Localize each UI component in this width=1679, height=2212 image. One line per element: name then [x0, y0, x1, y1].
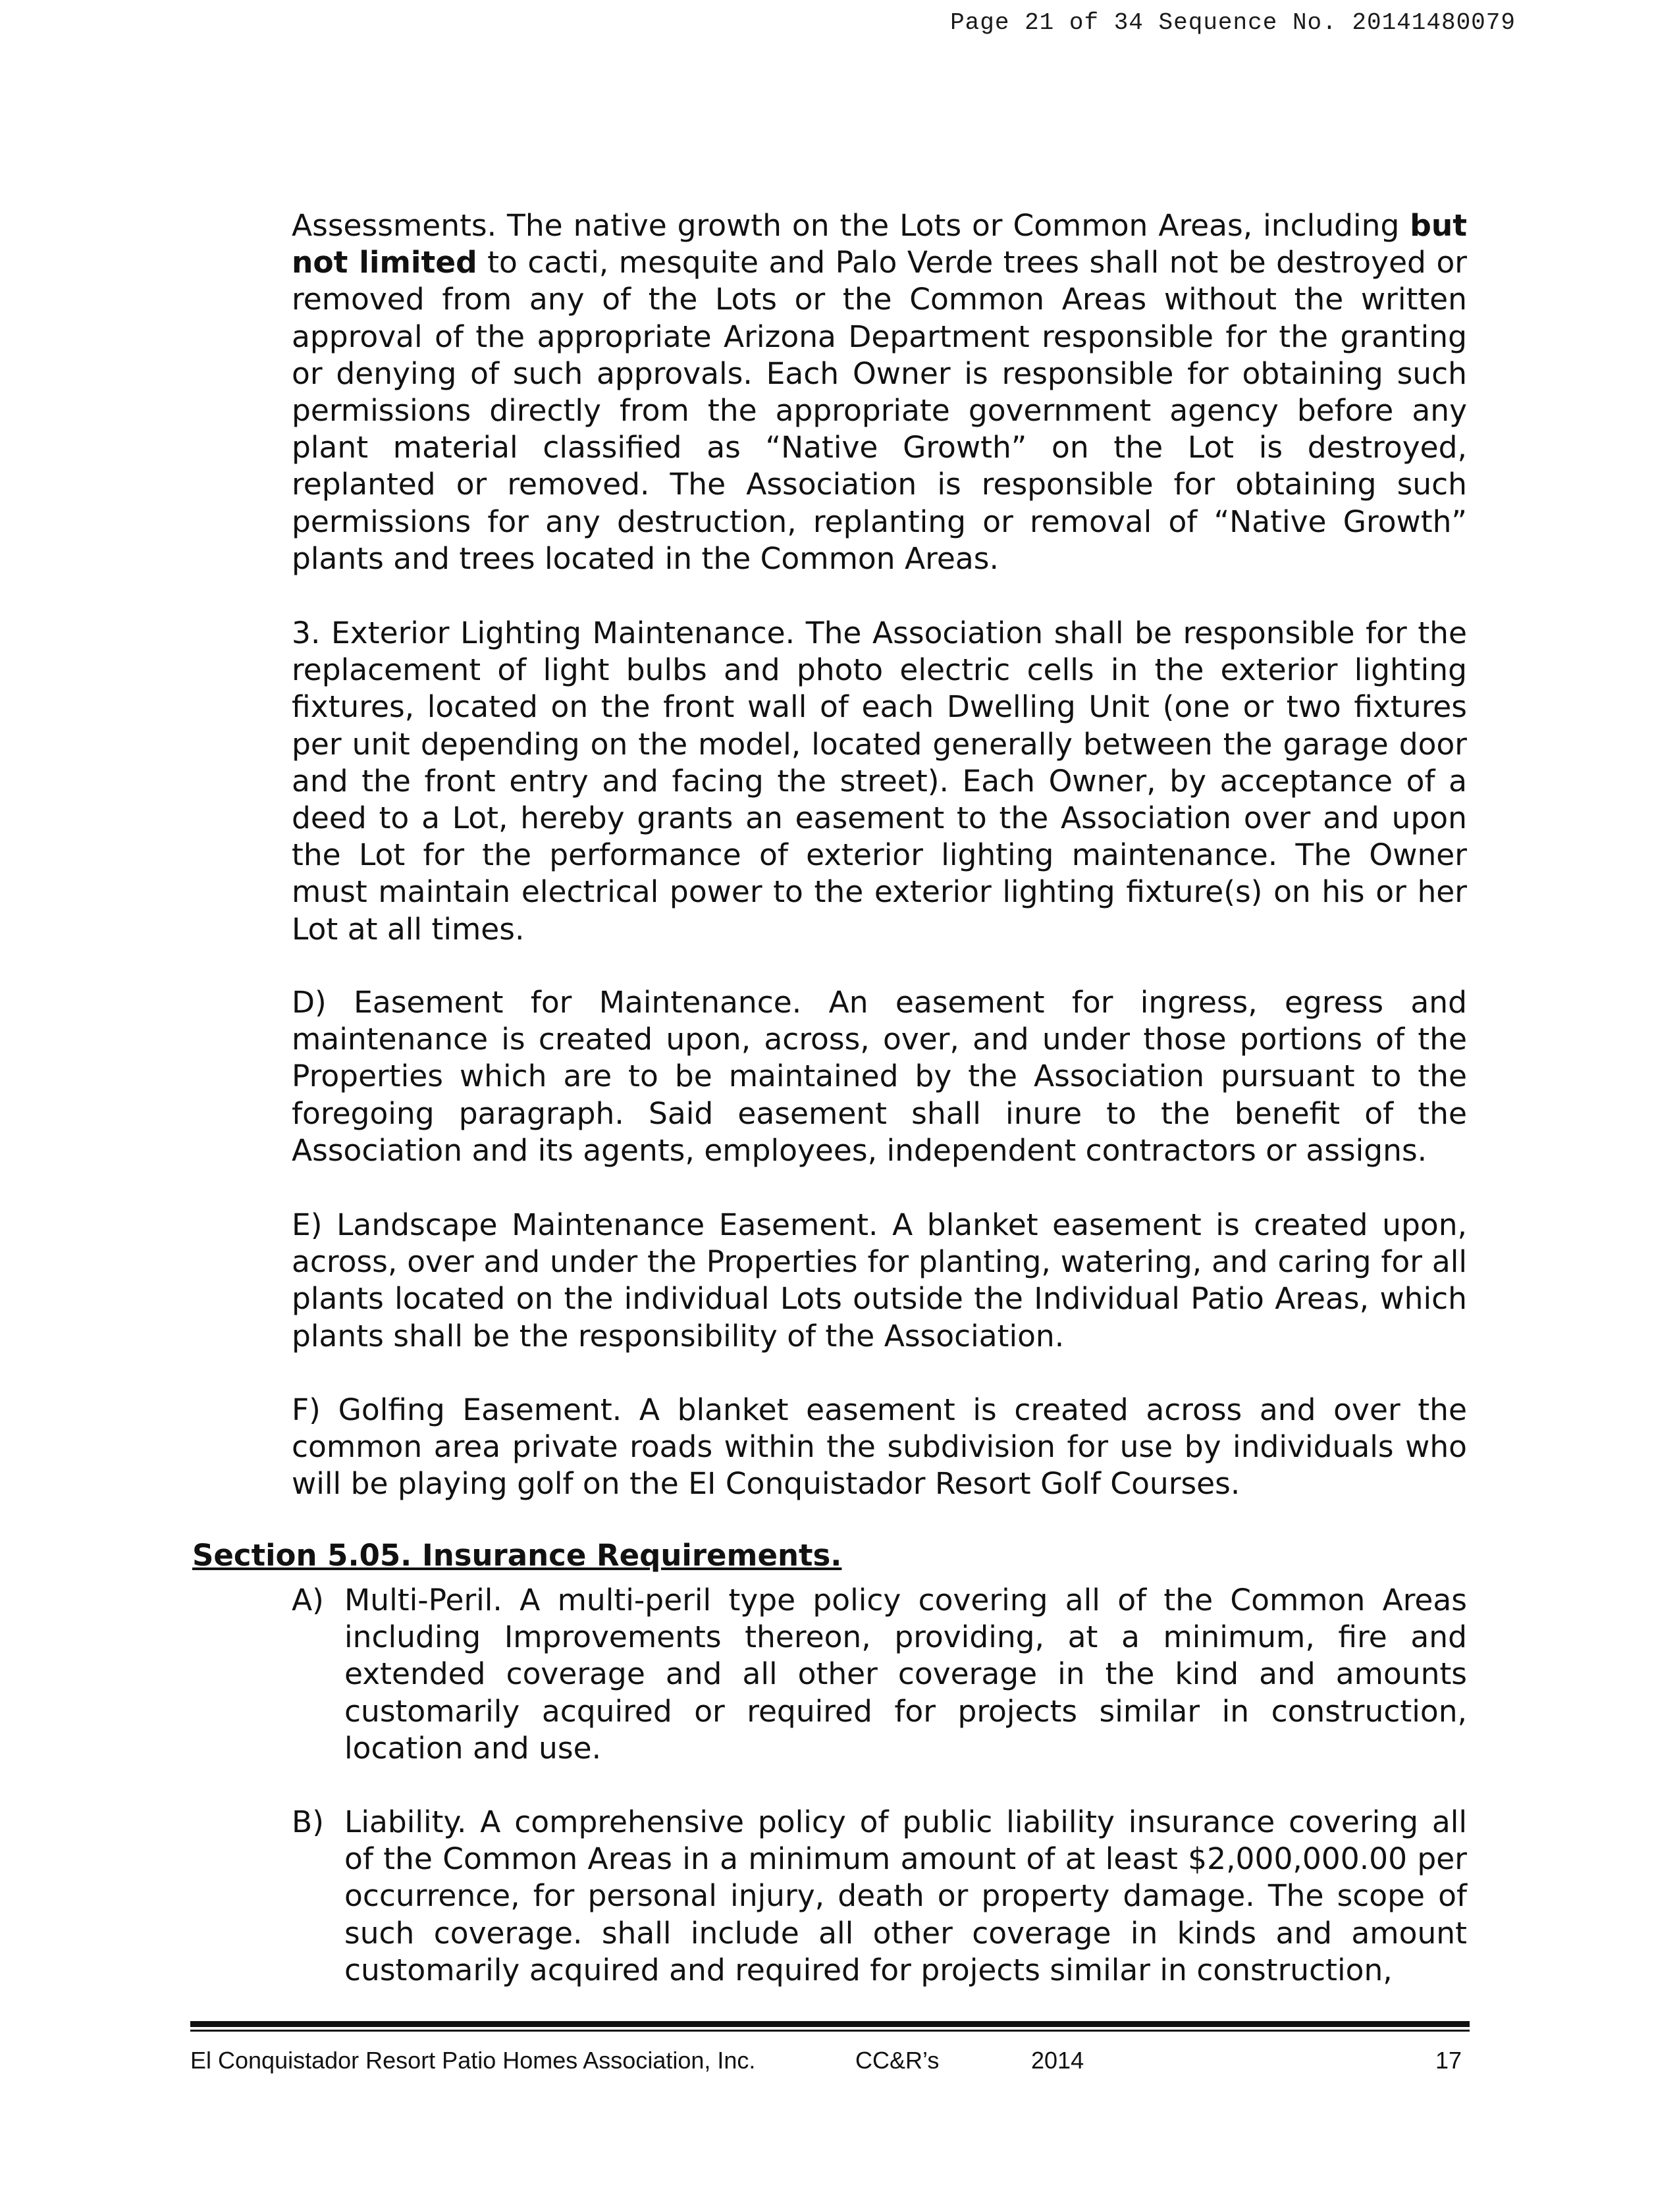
- list-item-text: Multi-Peril. A multi-peril type policy covering all of the Common Areas including Improvements thereon, providing, at a minimum, fire and extended coverage and all other coverage in the kind and amounts customarily acquired or required for projects similar in construction, location and use.: [344, 1583, 1467, 1766]
- paragraph-easement-maintenance: D) Easement for Maintenance. An easement for ingress, egress and maintenance is created upon, across, over, and under those portions of the Properties which are to be maintained by the Association pursuant to the foregoing paragraph. Said easement shall inure to the benefit of the Association and its agents, employees, independent contractors or assigns.: [292, 985, 1467, 1168]
- footer-organization: El Conquistador Resort Patio Homes Association, Inc.: [190, 2047, 756, 2074]
- paragraph-golfing-easement: F) Golfing Easement. A blanket easement is created across and over the common area private roads within the subdivision for use by individuals who will be playing golf on the EI Conquistador Resort Golf Courses.: [292, 1392, 1467, 1502]
- paragraph-exterior-lighting: 3. Exterior Lighting Maintenance. The Association shall be responsible for the replacement of light bulbs and photo electric cells in the exterior lighting fixtures, located on the front wall of each Dwelling Unit (one or two fixtures per unit depending on the model, located generally between the garage door and the front entry and facing the street). Each Owner, by acceptance of a deed to a Lot, hereby grants an easement to the Association over and upon the Lot for the performance of exterior lighting maintenance. The Owner must maintain electrical power to the exterior lighting fixture(s) on his or her Lot at all times.: [292, 616, 1467, 947]
- page-footer: [190, 2044, 1470, 2077]
- list-marker: B): [292, 1804, 324, 1839]
- page-sequence-header: Page 21 of 34 Sequence No. 20141480079: [950, 9, 1516, 36]
- list-item-multi-peril: [292, 1582, 1467, 1767]
- footer-document-title: CC&R’s: [855, 2047, 940, 2074]
- paragraph-native-growth: [292, 207, 1467, 577]
- list-marker: A): [292, 1583, 324, 1618]
- list-item-liability: [292, 1804, 1467, 1989]
- paragraph-native-growth-part2: to cacti, mesquite and Palo Verde trees shall not be destroyed or removed from any of the Lots or the Common Areas without the written approval of the appropriate Arizona Department responsible for the granting or denying of such approvals. Each Owner is responsible for obtaining such permissions directly from the appropriate government agency before any plant material classified as “Native Growth” on the Lot is destroyed, replanted or removed. The Association is responsible for obtaining such permissions for any destruction, replanting or removal of “Native Growth” plants and trees located in the Common Areas.: [292, 245, 1468, 576]
- paragraph-native-growth-part1: Assessments. The native growth on the Lots or Common Areas, including: [292, 208, 1410, 243]
- footer-rule-thin: [190, 2030, 1470, 2032]
- footer-year: 2014: [1031, 2047, 1084, 2074]
- bold-but-not-limited: but not limited: [292, 208, 1467, 280]
- footer-rule-thick: [190, 2021, 1470, 2027]
- list-item-text: Liability. A comprehensive policy of public liability insurance covering all of the Common Areas in a minimum amount of at least $2,000,000.00 per occurrence, for personal injury, death or property damage. The scope of such coverage. shall include all other coverage in kinds and amount customarily acquired and required for projects similar in construction,: [344, 1804, 1467, 1988]
- section-heading-insurance: Section 5.05. Insurance Requirements.: [192, 1538, 842, 1573]
- paragraph-landscape-easement: E) Landscape Maintenance Easement. A blanket easement is created upon, across, over and under the Properties for planting, watering, and caring for all plants located on the individual Lots outside the Individual Patio Areas, which plants shall be the responsibility of the Association.: [292, 1207, 1467, 1354]
- footer-page-number: 17: [1435, 2047, 1462, 2074]
